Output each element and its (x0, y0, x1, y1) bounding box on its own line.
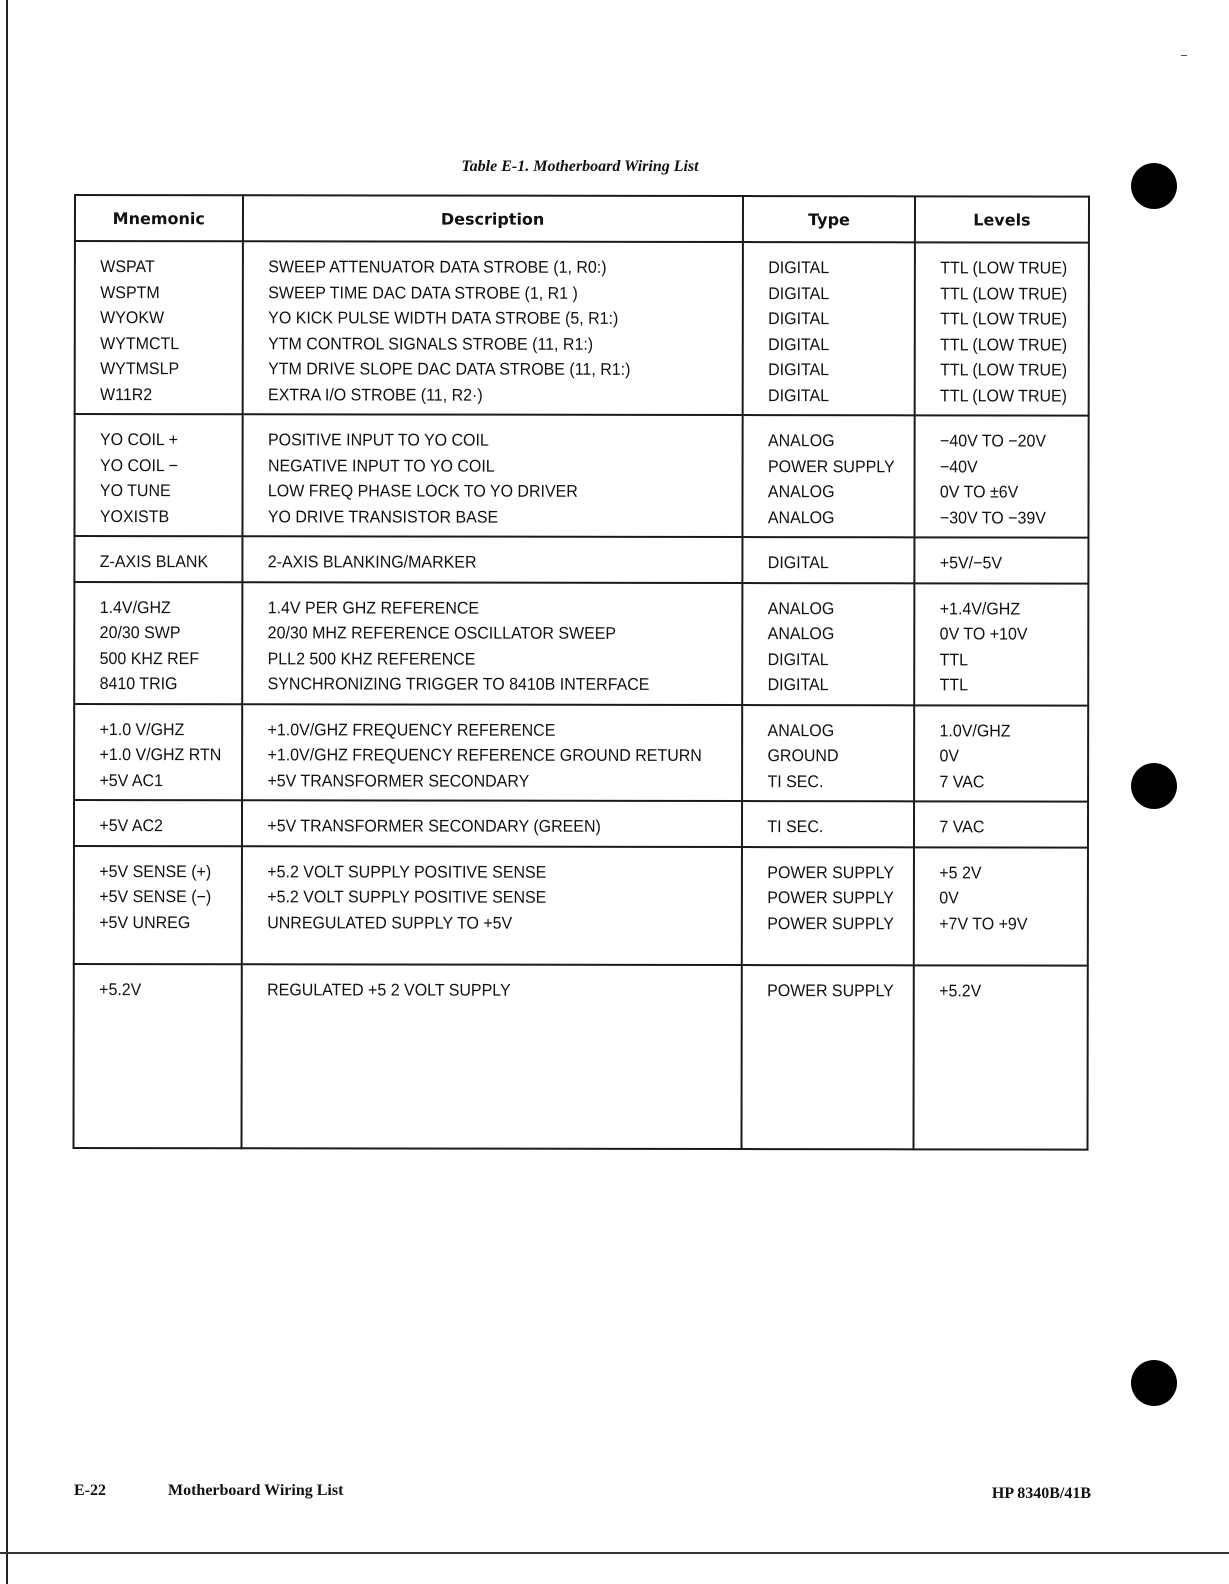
table-row-group (74, 846, 1088, 966)
mnemonic-value: YOXISTB (99, 506, 170, 526)
type-value: TI SEC. (767, 771, 824, 791)
table-row-group (74, 964, 1088, 1150)
description-value: SYNCHRONIZING TRIGGER TO 8410B INTERFACE (267, 674, 650, 694)
type-value: ANALOG (767, 720, 834, 740)
description-value: YO DRIVE TRANSISTOR BASE (267, 506, 498, 527)
levels-value: +1.4V/GHZ (940, 598, 1021, 618)
mnemonic-cell (74, 964, 232, 1148)
type-value: POWER SUPPLY (766, 980, 894, 1000)
mnemonic-cell (74, 536, 232, 582)
mnemonic-value: 1.4V/GHZ (99, 597, 171, 617)
type-cell (742, 705, 905, 802)
type-value: ANALOG (767, 624, 834, 644)
levels-value: 0V TO ±6V (940, 482, 1019, 502)
description-value: 1.4V PER GHZ REFERENCE (267, 597, 479, 618)
type-value: POWER SUPPLY (766, 913, 894, 933)
levels-cell (915, 537, 1078, 583)
levels-cell (915, 415, 1078, 537)
table-row-group (74, 704, 1088, 802)
column-header-type: Type (743, 196, 916, 242)
type-value: DIGITAL (767, 258, 829, 278)
type-value: DIGITAL (767, 385, 829, 405)
mnemonic-value: 20/30 SWP (99, 623, 181, 643)
levels-value: 1.0V/GHZ (939, 720, 1012, 740)
description-value: 20/30 MHZ REFERENCE OSCILLATOR SWEEP (267, 623, 616, 643)
type-value: DIGITAL (767, 675, 829, 695)
description-value: REGULATED +5 2 VOLT SUPPLY (266, 979, 511, 1000)
type-value: ANALOG (767, 507, 835, 527)
levels-value: TTL (LOW TRUE) (940, 283, 1068, 304)
levels-value: −40V TO −20V (940, 431, 1047, 451)
mnemonic-value: 8410 TRIG (99, 674, 178, 694)
mnemonic-value: WSPAT (100, 257, 155, 277)
mnemonic-value: +5V UNREG (99, 912, 191, 932)
description-value: +5V TRANSFORMER SECONDARY (267, 770, 529, 791)
table-body (74, 241, 1089, 1149)
description-value: UNREGULATED SUPPLY TO +5V (266, 912, 512, 933)
mnemonic-value: +5.2V (99, 979, 142, 999)
type-value: TI SEC. (767, 817, 824, 837)
levels-value: 0V TO +10V (940, 624, 1028, 644)
mnemonic-value: +1.0 V/GHZ RTN (99, 745, 222, 765)
levels-cell (915, 242, 1078, 415)
type-value: ANALOG (767, 482, 835, 502)
levels-value: 0V (939, 888, 960, 908)
description-value: NEGATIVE INPUT TO YO COIL (267, 455, 495, 476)
mnemonic-cell (74, 414, 232, 536)
mnemonic-cell (74, 800, 232, 846)
binder-hole-bottom (1131, 1360, 1177, 1406)
levels-value: TTL (LOW TRUE) (940, 334, 1068, 355)
type-value: ANALOG (767, 431, 835, 451)
levels-value: +5V/−5V (940, 553, 1003, 573)
description-value: POSITIVE INPUT TO YO COIL (267, 430, 489, 450)
mnemonic-value: 500 KHZ REF (99, 648, 200, 668)
table-row-group (74, 582, 1088, 706)
type-value: DIGITAL (767, 283, 829, 303)
page-number: E-22 (74, 1482, 106, 1499)
mnemonic-cell (74, 846, 232, 964)
mnemonic-value: WYTMCTL (100, 333, 180, 353)
levels-value: TTL (LOW TRUE) (940, 258, 1068, 278)
levels-cell (914, 847, 1077, 965)
description-cell (242, 704, 712, 801)
binder-hole-middle (1131, 763, 1177, 809)
mnemonic-value: W11R2 (100, 384, 153, 404)
type-cell (742, 583, 905, 705)
type-value: DIGITAL (767, 334, 829, 354)
description-value: YO KICK PULSE WIDTH DATA STROBE (5, R1:) (267, 308, 618, 328)
type-cell (742, 537, 904, 583)
levels-value: +5.2V (939, 980, 982, 1000)
description-value: YTM CONTROL SIGNALS STROBE (11, R1:) (267, 333, 593, 354)
type-value: POWER SUPPLY (766, 862, 894, 882)
mnemonic-value: +1.0 V/GHZ (99, 719, 185, 739)
description-cell (242, 414, 712, 537)
mnemonic-value: WSPTM (100, 282, 160, 302)
page-bottom-edge (0, 1552, 1229, 1554)
table-title: Table E-1. Motherboard Wiring List (461, 158, 699, 175)
footer-section-title: Motherboard Wiring List (168, 1482, 344, 1499)
levels-cell (915, 583, 1078, 705)
description-cell (242, 536, 712, 582)
table-row-group (74, 536, 1088, 583)
type-value: DIGITAL (767, 649, 829, 669)
column-header-mnemonic: Mnemonic (75, 195, 243, 241)
table-row-group (74, 800, 1088, 847)
mnemonic-value: +5V SENSE (−) (99, 887, 212, 907)
type-cell (742, 242, 905, 415)
levels-value: −30V TO −39V (940, 507, 1047, 528)
description-cell (242, 582, 712, 705)
levels-value: TTL (LOW TRUE) (940, 385, 1068, 406)
description-value: +5V TRANSFORMER SECONDARY (GREEN) (266, 816, 601, 836)
levels-value: TTL (940, 675, 969, 695)
column-header-description: Description (243, 195, 743, 242)
description-value: +1.0V/GHZ FREQUENCY REFERENCE (267, 719, 556, 740)
wiring-table (73, 194, 1090, 1150)
description-value: PLL2 500 KHZ REFERENCE (267, 648, 476, 669)
table-header-row (75, 195, 1089, 243)
levels-value: +7V TO +9V (939, 913, 1028, 933)
description-value: YTM DRIVE SLOPE DAC DATA STROBE (11, R1:) (267, 359, 631, 379)
levels-value: −40V (940, 456, 979, 476)
type-cell (741, 847, 904, 965)
levels-cell (914, 801, 1077, 847)
description-value: SWEEP ATTENUATOR DATA STROBE (1, R0:) (267, 257, 607, 277)
description-value: EXTRA I/O STROBE (11, R2·) (267, 384, 483, 405)
mnemonic-value: WYTMSLP (100, 359, 180, 379)
levels-value: 7 VAC (939, 817, 985, 837)
mnemonic-cell (74, 582, 232, 704)
levels-value: TTL (940, 649, 969, 669)
description-cell (241, 964, 711, 1149)
description-value: 2-AXIS BLANKING/MARKER (267, 552, 477, 572)
type-value: POWER SUPPLY (767, 456, 895, 476)
levels-value: 0V (939, 746, 960, 766)
type-value: POWER SUPPLY (766, 888, 894, 908)
levels-cell (914, 965, 1077, 1149)
description-value: +1.0V/GHZ FREQUENCY REFERENCE GROUND RETURN (267, 745, 702, 765)
mnemonic-value: YO TUNE (99, 481, 171, 501)
mnemonic-value: YO COIL + (99, 430, 179, 450)
mnemonic-value: WYOKW (100, 308, 165, 328)
mnemonic-cell (74, 704, 232, 801)
table-row-group (74, 414, 1088, 538)
description-value: +5.2 VOLT SUPPLY POSITIVE SENSE (266, 861, 546, 882)
mnemonic-cell (75, 241, 233, 414)
type-cell (742, 415, 905, 537)
mnemonic-value: +5V AC2 (99, 816, 163, 836)
footer-left (74, 1482, 343, 1500)
description-value: +5.2 VOLT SUPPLY POSITIVE SENSE (266, 887, 546, 907)
column-header-levels: Levels (915, 196, 1088, 242)
type-value: DIGITAL (767, 553, 829, 573)
mnemonic-value: YO COIL − (99, 455, 178, 475)
page-left-edge (6, 0, 8, 1584)
levels-value: TTL (LOW TRUE) (940, 309, 1068, 329)
description-value: SWEEP TIME DAC DATA STROBE (1, R1 ) (267, 282, 578, 303)
mnemonic-value: +5V SENSE (+) (99, 861, 212, 881)
description-value: LOW FREQ PHASE LOCK TO YO DRIVER (267, 481, 578, 501)
description-cell (242, 800, 712, 846)
type-value: DIGITAL (767, 309, 829, 329)
mnemonic-value: +5V AC1 (99, 770, 163, 790)
table-row-group (75, 241, 1089, 416)
levels-value: 7 VAC (939, 771, 985, 791)
description-cell (241, 846, 711, 965)
type-value: ANALOG (767, 598, 835, 618)
levels-cell (914, 705, 1077, 802)
type-cell (741, 965, 904, 1149)
type-value: DIGITAL (767, 360, 829, 380)
type-cell (742, 801, 904, 847)
levels-value: +5 2V (939, 862, 982, 882)
scan-mark (1181, 55, 1187, 56)
footer-model: HP 8340B/41B (991, 1485, 1091, 1502)
description-cell (242, 241, 712, 415)
mnemonic-value: Z-AXIS BLANK (99, 552, 209, 572)
type-value: GROUND (767, 746, 839, 766)
levels-value: TTL (LOW TRUE) (940, 360, 1068, 380)
